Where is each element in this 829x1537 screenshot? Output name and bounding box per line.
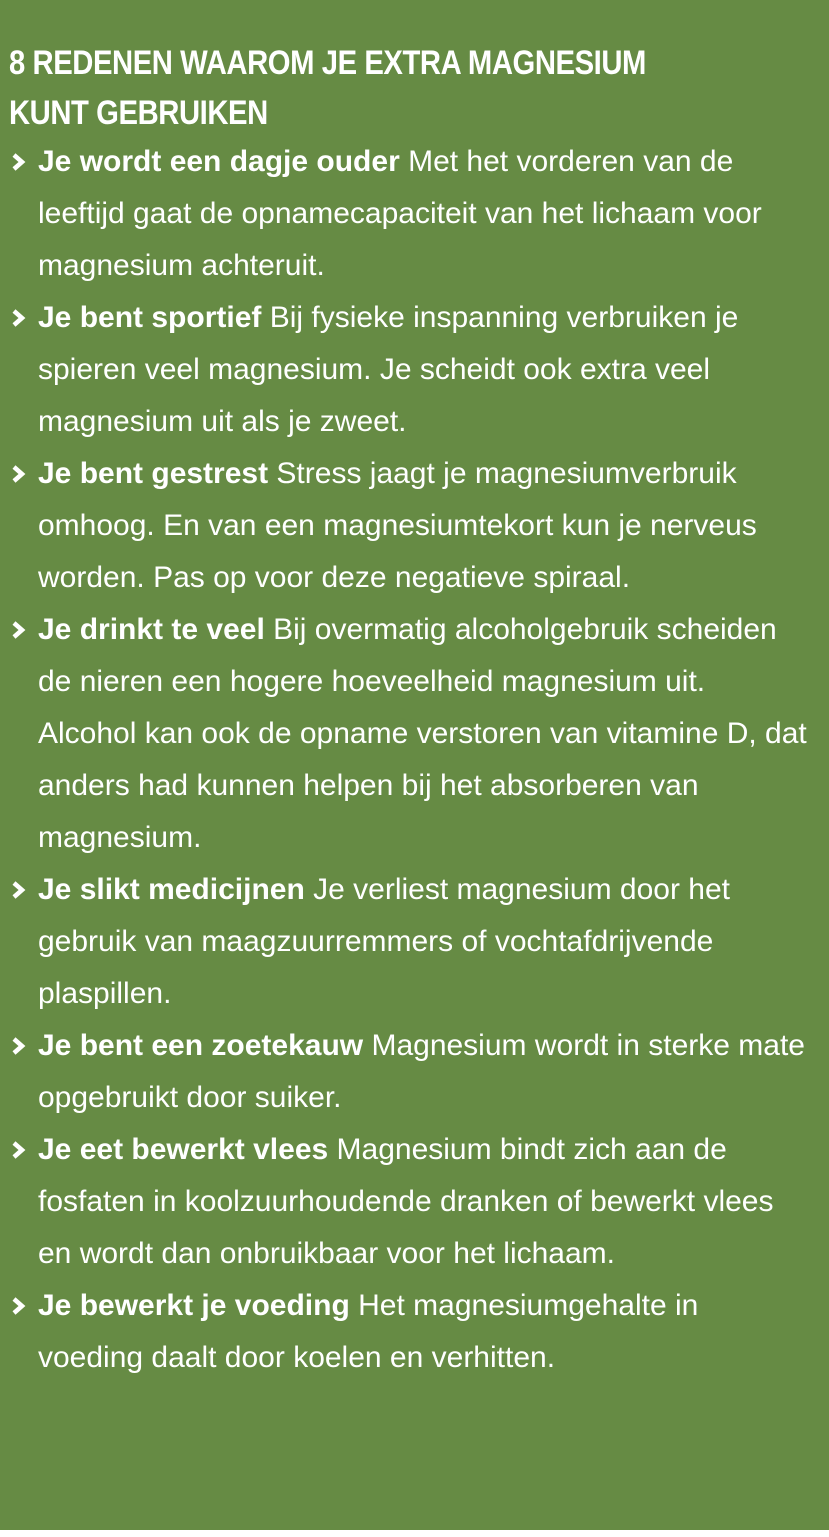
chevron-right-icon	[9, 1036, 29, 1056]
reasons-list	[0, 136, 829, 1384]
reason-item	[0, 1020, 829, 1124]
reason-heading: Je slikt medicijnen	[38, 873, 314, 906]
box-title-line-1: 8 REDENEN WAAROM JE EXTRA MAGNESIUM	[9, 44, 646, 82]
reason-body: Stress jaagt je magnesiumverbruik omhoog. En van een magnesiumtekort kun je nerveus worden. Pas op voor deze negatieve spiraal.	[38, 457, 757, 594]
reason-heading: Je bent gestrest	[38, 457, 277, 490]
box-title	[9, 38, 697, 138]
reason-heading: Je bent een zoetekauw	[38, 1029, 372, 1062]
reason-body: Met het vorderen van de leeftijd gaat de opnamecapaciteit van het lichaam voor magnesium achteruit.	[38, 145, 762, 282]
reason-item	[0, 1124, 829, 1280]
reason-item	[0, 1280, 829, 1384]
chevron-right-icon	[9, 620, 29, 640]
chevron-right-icon	[9, 880, 29, 900]
reason-item	[0, 292, 829, 448]
reason-body: Het magnesiumgehalte in voeding daalt door koelen en verhitten.	[38, 1289, 699, 1374]
reason-body: Bij fysieke inspanning verbruiken je spieren veel magnesium. Je scheidt ook extra veel magnesium uit als je zweet.	[38, 301, 739, 438]
reason-body: Magnesium bindt zich aan de fosfaten in koolzuurhoudende dranken of bewerkt vlees en wordt dan onbruikbaar voor het lichaam.	[38, 1133, 774, 1270]
box-title-line-2: KUNT GEBRUIKEN	[9, 94, 268, 132]
reason-item	[0, 864, 829, 1020]
bottom-divider	[0, 1530, 829, 1537]
reason-body: Bij overmatig alcoholgebruik scheiden de nieren een hogere hoeveelheid magnesium uit. Alcohol kan ook de opname verstoren van vitamine D, dat anders had kunnen helpen bij het absorberen van magnesium.	[38, 613, 807, 854]
chevron-right-icon	[9, 1140, 29, 1160]
chevron-right-icon	[9, 464, 29, 484]
chevron-right-icon	[9, 1296, 29, 1316]
reason-item	[0, 448, 829, 604]
reason-heading: Je drinkt te veel	[38, 613, 274, 646]
reason-body: Je verliest magnesium door het gebruik van maagzuurremmers of vochtafdrijvende plaspillen.	[38, 873, 730, 1010]
chevron-right-icon	[9, 308, 29, 328]
reason-body: Magnesium wordt in sterke mate opgebruikt door suiker.	[38, 1029, 805, 1114]
chevron-right-icon	[9, 152, 29, 172]
reason-item	[0, 604, 829, 864]
reason-heading: Je bewerkt je voeding	[38, 1289, 359, 1322]
reason-heading: Je wordt een dagje ouder	[38, 145, 409, 178]
reason-heading: Je eet bewerkt vlees	[38, 1133, 337, 1166]
reason-item	[0, 136, 829, 292]
reason-heading: Je bent sportief	[38, 301, 270, 334]
